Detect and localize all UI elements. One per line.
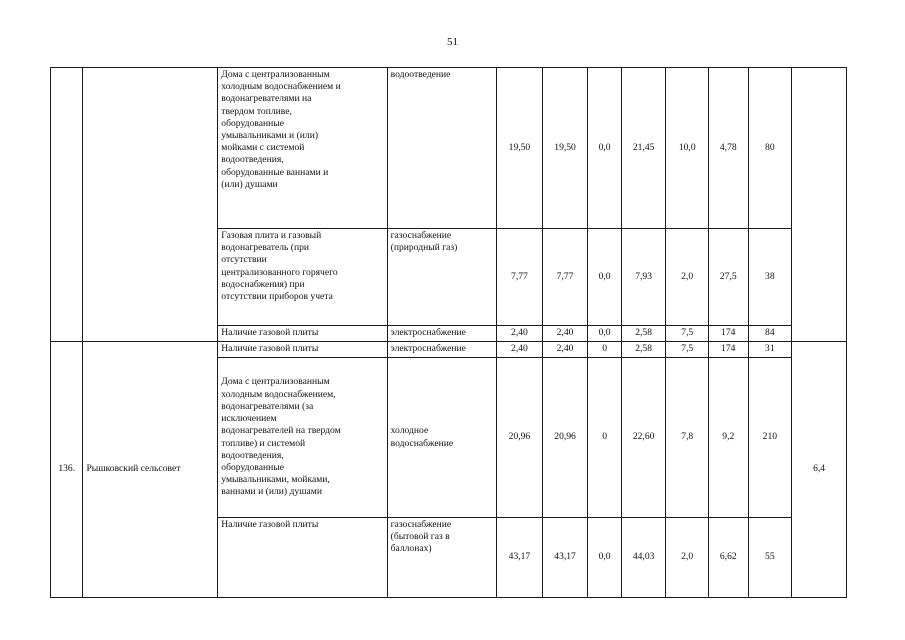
service-text: водоотведение — [390, 69, 451, 80]
value-cell: 31 — [748, 342, 792, 358]
description-cell — [218, 342, 387, 358]
value-cell: 0 — [588, 358, 621, 518]
value-cell: 6,62 — [709, 518, 749, 598]
value-cell: 44,03 — [621, 518, 666, 598]
value-cell: 19,50 — [497, 68, 543, 229]
factor-cell-continued — [792, 68, 847, 342]
service-cell — [387, 326, 497, 342]
description-text: Дома с централизованным холодным водоснабжением, водонагревателями (за исключением водонагревателей на твердом топливе) и системой водоотведения, оборудованные умывальниками, мойками, ваннами и (или) душами — [221, 376, 341, 498]
tariff-table — [50, 67, 847, 598]
value-cell: 9,2 — [709, 358, 749, 518]
value-cell: 174 — [709, 342, 749, 358]
value-cell: 0,0 — [588, 326, 621, 342]
description-text: Наличие газовой плиты — [221, 519, 319, 530]
service-cell — [387, 68, 497, 229]
value-cell: 7,93 — [621, 229, 666, 326]
value-cell: 210 — [748, 358, 792, 518]
value-cell: 7,5 — [666, 326, 709, 342]
value-cell: 2,40 — [497, 326, 543, 342]
value-cell: 55 — [748, 518, 792, 598]
value-cell: 27,5 — [709, 229, 749, 326]
description-cell — [218, 229, 387, 326]
value-cell: 22,60 — [621, 358, 666, 518]
value-cell: 10,0 — [666, 68, 709, 229]
value-cell: 20,96 — [497, 358, 543, 518]
value-cell: 2,0 — [666, 518, 709, 598]
description-cell — [218, 68, 387, 229]
value-cell: 7,5 — [666, 342, 709, 358]
value-cell: 84 — [748, 326, 792, 342]
service-cell — [387, 518, 497, 598]
value-cell: 2,0 — [666, 229, 709, 326]
service-cell — [387, 229, 497, 326]
value-cell: 2,40 — [497, 342, 543, 358]
value-cell: 20,96 — [542, 358, 588, 518]
value-cell: 43,17 — [542, 518, 588, 598]
service-text: холодное водоснабжение — [390, 425, 454, 449]
page-number: 51 — [447, 36, 458, 48]
value-cell: 7,77 — [497, 229, 543, 326]
value-cell: 7,77 — [542, 229, 588, 326]
value-cell: 7,8 — [666, 358, 709, 518]
service-text: газоснабжение (природный газ) — [390, 230, 458, 254]
value-cell: 4,78 — [709, 68, 749, 229]
value-cell: 0,0 — [588, 229, 621, 326]
value-cell: 2,58 — [621, 326, 666, 342]
table-row — [51, 68, 847, 229]
description-cell — [218, 326, 387, 342]
value-cell: 21,45 — [621, 68, 666, 229]
value-cell: 38 — [748, 229, 792, 326]
value-cell: 80 — [748, 68, 792, 229]
service-cell — [387, 358, 497, 518]
service-text: электроснабжение — [390, 327, 466, 338]
value-cell: 174 — [709, 326, 749, 342]
table-row — [51, 342, 847, 358]
value-cell: 2,40 — [542, 342, 588, 358]
value-cell: 2,40 — [542, 326, 588, 342]
settlement-index: 136. — [51, 342, 83, 598]
service-text: электроснабжение — [390, 343, 466, 354]
description-text: Наличие газовой плиты — [221, 327, 319, 338]
description-cell — [218, 358, 387, 518]
description-cell — [218, 518, 387, 598]
settlement-cell-continued — [83, 68, 218, 342]
service-cell — [387, 342, 497, 358]
description-text: Наличие газовой плиты — [221, 343, 319, 354]
value-cell: 43,17 — [497, 518, 543, 598]
description-text: Дома с централизованным холодным водоснабжением и водонагревателями на твердом топливе, оборудованные умывальниками и (или) мойками с системой водоотведения, оборудованные ваннами и (или) душами — [221, 69, 341, 190]
value-cell: 19,50 — [542, 68, 588, 229]
service-text: газоснабжение (бытовой газ в баллонах) — [390, 519, 452, 555]
value-cell: 2,58 — [621, 342, 666, 358]
value-cell: 0,0 — [588, 518, 621, 598]
index-cell-continued — [51, 68, 83, 342]
settlement-name: Рышковский сельсовет — [83, 342, 218, 598]
value-cell: 0 — [588, 342, 621, 358]
settlement-factor: 6,4 — [792, 342, 847, 598]
description-text: Газовая плита и газовый водонагреватель (при отсутствии централизованного горячего водоснабжения) при отсутствии приборов учета — [221, 230, 338, 303]
value-cell: 0,0 — [588, 68, 621, 229]
